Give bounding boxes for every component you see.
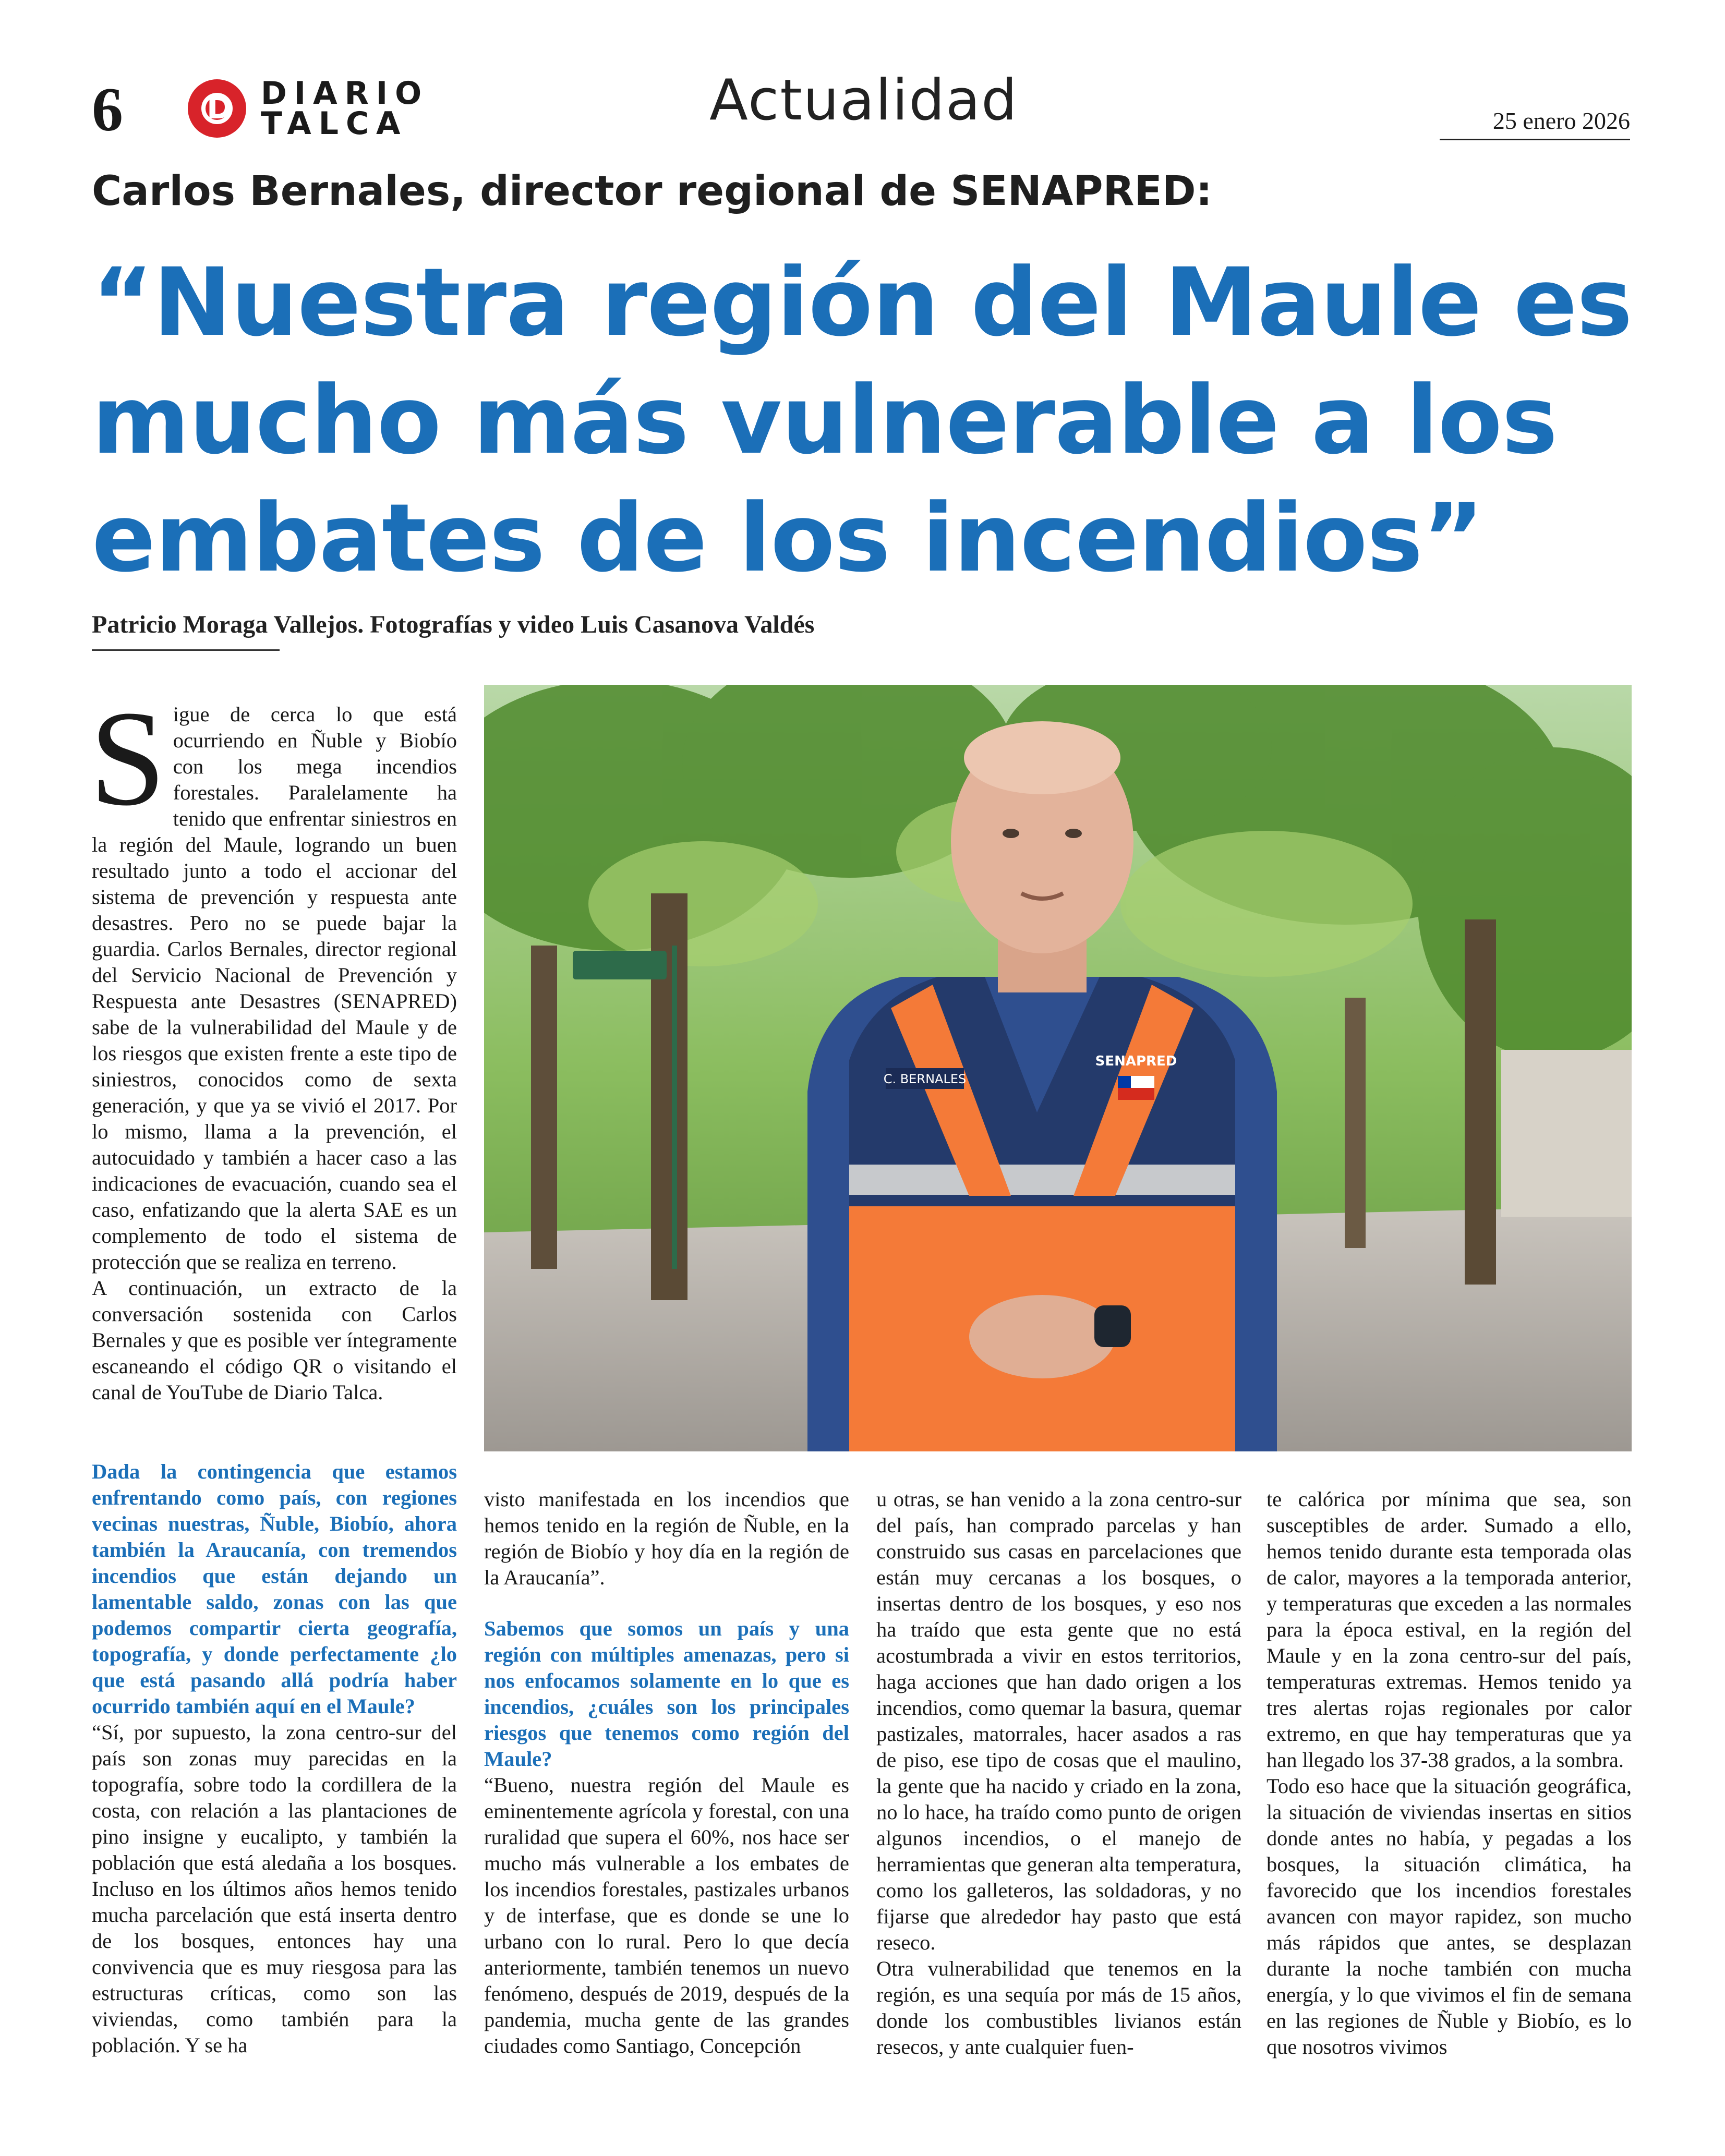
logo-line-1: DIARIO — [261, 75, 429, 112]
question-2: Sabemos que somos un país y una región con múltiples amenazas, pero si nos enfocamos solamente en lo que es incendios, ¿cuáles son los principales riesgos que tenemos como región del Maule? — [484, 1617, 849, 1771]
logo-mark-icon — [188, 79, 246, 138]
answer-1-part-2: visto manifestada en los incendios que hemos tenido en la región de Ñuble, en la región de Biobío y hoy día en la región de la Araucanía”. — [484, 1487, 849, 1589]
column-3 — [876, 1486, 1241, 2060]
logo-wordmark — [261, 75, 429, 142]
logo-line-2: TALCA — [261, 105, 408, 142]
intro-paragraph-2: A continuación, un extracto de la conversación sostenida con Carlos Bernales y que es posible ver íntegramente escaneando el código QR o visitando el canal de YouTube de Diario Talca. — [92, 1276, 457, 1404]
article-byline: Patricio Moraga Vallejos. Fotografías y video Luis Casanova Valdés — [92, 611, 815, 638]
vest-label: SENAPRED — [1095, 1053, 1177, 1069]
answer-2-part-1: “Bueno, nuestra región del Maule es eminentemente agrícola y forestal, con una ruralidad que supera el 60%, nos hace ser mucho más vulnerable a los embates de los incendios forestales, pastizales urbanos y de interfase, que es donde se une lo urbano con lo rural. Pero lo que decía anteriormente, también tenemos un nuevo fenómeno, después de 2019, después de la pandemia, mucha gente de las grandes ciudades como Santiago, Concepción — [484, 1773, 849, 2057]
article-kicker: Carlos Bernales, director regional de SENAPRED: — [92, 168, 1212, 215]
answer-2-part-5: Todo eso hace que la situación geográfica, la situación de viviendas insertas en sitios donde antes no había, y pegadas a los bosques, la situación climática, ha favorecido que los incendios forestales avancen con mayor rapidez, son mucho más rápidos que antes, se desplazan durante la noche también con mucha energía, y lo que vivimos el fin de semana en las regiones de Ñuble y Biobío, es lo que nosotros vivimos — [1266, 1774, 1632, 2058]
answer-1-part-1: “Sí, por supuesto, la zona centro-sur del país son zonas muy parecidas en la topografía, sobre todo la cordillera de la costa, con relación a las plantaciones de pino insigne y eucalipto, y también la población que está aledaña a los bosques. Incluso en los últimos años hemos tenido mucha parcelación que está inserta dentro de los bosques, entonces hay una convivencia que es muy riesgosa para las estructuras críticas, como son las viviendas, como también para la población. Y se ha — [92, 1721, 457, 2057]
answer-2-part-2: u otras, se han venido a la zona centro-sur del país, han comprado parcelas y han construido sus casas en parcelaciones que están muy cercanas a los bosques, o insertas dentro de los bosques, y eso nos ha traído que esta gente que no está acostumbrada a vivir en estos territorios, haga acciones que han dado origen a los incendios, como quemar la basura, quemar pastizales, matorrales, hacer asados a ras de piso, ese tipo de cosas que el maulino, la gente que ha nacido y criado en la zona, no lo hace, ha traído como punto de origen algunos incendios, o el manejo de herramientas que generan alta temperatura, como los galleteros, las soldadoras, y no fijarse que alrededor hay pasto que está reseco. — [876, 1487, 1241, 1954]
photo-portrait-illustration — [484, 685, 1632, 1451]
page-number: 6 — [92, 75, 123, 144]
question-1: Dada la contingencia que estamos enfrentando como país, con regiones vecinas nuestras, Ñuble, Biobío, ahora también la Araucanía, con tremendos incendios que están dejando un lamentable saldo, zonas con las que podemos compartir cierta geografía, topografía, y donde perfectamente ¿lo que está pasando allá podría haber ocurrido también aquí en el Maule? — [92, 1460, 457, 1718]
intro-text-1: igue de cerca lo que está ocurriendo en Ñuble y Biobío con los mega incendios forestales. Paralelamente ha tenido que enfrentar siniestros en la región del Maule, logrando un buen resultado junto a todo el accionar del sistema de prevención y respuesta ante desastres. Pero no se puede bajar la guardia. Carlos Bernales, director regional del Servicio Nacional de Prevención y Respuesta ante Desastres (SENAPRED) sabe de la vulnerabilidad del Maule y de los riesgos que existen frente a este tipo de siniestros, conocidos como de sexta generación, y que ya se vivió el 2017. Por lo mismo, llama a la prevención, el autocuidado y también a hacer caso a las indicaciones de evacuación, cuando sea el caso, enfatizando que la alerta SAE es un complemento de todo el sistema de protección que se realiza en terreno. — [92, 702, 457, 1274]
name-patch: C. BERNALES — [883, 1072, 967, 1086]
issue-date: 25 enero 2026 — [1440, 107, 1630, 140]
article-headline: “Nuestra región del Maule es mucho más vulnerable a los embates de los incendios” — [92, 248, 1632, 593]
intro-paragraph-1 — [90, 683, 457, 1275]
intro-column — [90, 683, 457, 1406]
byline-divider — [92, 649, 280, 651]
answer-2-part-3: Otra vulnerabilidad que tenemos en la región, es una sequía por más de 15 años, donde los combustibles livianos están resecos, y ante cualquier fuen- — [876, 1957, 1241, 2058]
column-2 — [484, 1486, 849, 2059]
diario-talca-logo — [188, 75, 429, 142]
column-4 — [1266, 1486, 1632, 2060]
article-photo — [484, 685, 1632, 1451]
section-title: Actualidad — [709, 68, 1018, 133]
drop-cap: S — [90, 683, 166, 834]
column-1 — [92, 1459, 457, 2058]
answer-2-part-4: te calórica por mínima que sea, son susceptibles de arder. Sumado a ello, hemos tenido durante esta temporada olas de calor, mayores a la temporada anterior, y temperaturas que exceden a las normales para la época estival, en la región del Maule y en la zona centro-sur del país, temperaturas extremas. Hemos tenido ya tres alertas rojas regionales por calor extremo, en que hay temperaturas que ya han llegado los 37-38 grados, a la sombra. — [1266, 1487, 1632, 1772]
